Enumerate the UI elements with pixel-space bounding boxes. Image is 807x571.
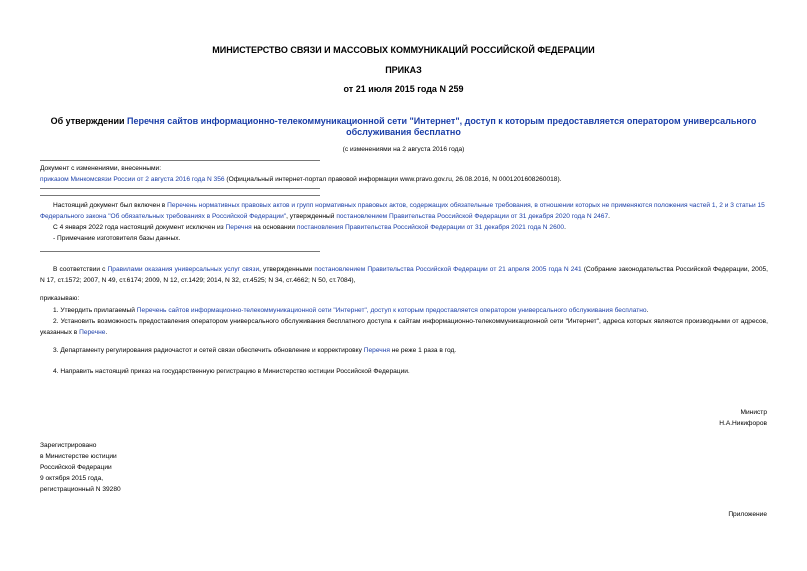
note-text: С 4 января 2022 года настоящий документ исключен из [53, 224, 226, 231]
note-text: , утвержденный [286, 213, 337, 220]
note-text: . [564, 224, 566, 231]
note-text: Настоящий документ был включен в [53, 202, 168, 209]
amendments-intro: Документ с изменениями, внесенными: [40, 165, 162, 172]
amendment-order-link[interactable]: приказом Минкомсвязи России от 2 августа 2016 года N 356 [40, 176, 225, 183]
preamble-paragraph [40, 264, 768, 286]
appendix-label: Приложение [728, 511, 767, 518]
order-item-2 [40, 316, 768, 338]
database-note [40, 200, 768, 244]
divider [40, 195, 320, 196]
doc-type-heading: ПРИКАЗ [385, 65, 422, 75]
amendments-source [40, 174, 770, 185]
resolution-2467-link[interactable]: постановлением Правительства Российской Федерации от 31 декабря 2020 года N 2467 [336, 213, 609, 220]
resolution-241-link[interactable]: постановлением Правительства Российской Федерации от 21 апреля 2005 года N 241 [314, 266, 582, 273]
body-text: . [646, 307, 649, 314]
registration-line: Зарегистрировано [40, 442, 97, 449]
title-link[interactable]: Перечня сайтов информационно-телекоммуникационной сети "Интернет", доступ к которым предоставляется оператором универсального обслуживания бесплатно [127, 116, 757, 137]
body-text: 3. Департаменту регулирования радиочастот и сетей связи обеспечить обновление и корректировку [53, 347, 364, 354]
amendments-publication: (Официальный интернет-портал правовой информации www.pravo.gov.ru, 26.08.2016, N 0001201608260018). [224, 176, 562, 183]
list-link[interactable]: Перечня [363, 347, 390, 354]
list-link[interactable]: Перечне [79, 329, 106, 336]
signer-position: Министр [740, 409, 767, 416]
note-text: на основании [251, 224, 297, 231]
divider [40, 160, 320, 161]
order-item-4: 4. Направить настоящий приказ на государственную регистрацию в Министерство юстиции Российской Федерации. [53, 368, 410, 375]
body-text: не реже 1 раза в год. [389, 347, 457, 354]
note-paragraph [40, 222, 768, 233]
registration-line: Российской Федерации [40, 464, 112, 471]
body-text: 1. Утвердить прилагаемый [53, 307, 137, 314]
body-text: В соответствии с [53, 266, 108, 273]
body-text: , утвержденными [259, 266, 315, 273]
universal-services-rules-link[interactable]: Правилами оказания универсальных услуг связи [107, 266, 260, 273]
title-prefix: Об утверждении [50, 116, 128, 126]
body-text: 2. Установить возможность предоставления оператором универсального обслуживания бесплатного доступа к сайтам информационно-телекоммуникационной сети "Интернет", адреса которых являются производными от адресов, указанных в [40, 318, 768, 336]
requirements-list-link[interactable]: Перечень нормативных правовых актов и групп нормативных правовых актов, содержащих обязательные требования, в отношении которых не применяются положения частей 1, 2 и 3 статьи 15 Федерального закона "Об обязательных требованиях в Российской Федерации" [40, 202, 765, 220]
order-item-1 [40, 305, 768, 316]
body-text: (Собрание законодательства Российской Федерации, 2005, N 17, ст.1572; 2007, N 49, ст.6174; 2009, N 12, ст.1429; 2014, N 32, ст.4525; N 34, ст.4662; N 50, ст.7084), [40, 266, 768, 284]
body-text: . [105, 329, 108, 336]
note-producer: - Примечание изготовителя базы данных. [53, 235, 181, 242]
note-paragraph [40, 200, 768, 222]
registration-line: 9 октября 2015 года, [40, 475, 104, 482]
ministry-heading: МИНИСТЕРСТВО СВЯЗИ И МАССОВЫХ КОММУНИКАЦИЙ РОССИЙСКОЙ ФЕДЕРАЦИИ [212, 45, 595, 55]
list-link[interactable]: Перечня [225, 224, 252, 231]
divider [40, 251, 320, 252]
registration-line: регистрационный N 39280 [40, 486, 121, 493]
changes-note: (с изменениями на 2 августа 2016 года) [342, 146, 465, 153]
signature-block [719, 407, 767, 429]
document-title [45, 116, 762, 138]
signer-name: Н.А.Никифоров [719, 420, 767, 427]
orders-word: приказываю: [40, 295, 80, 302]
registration-block [40, 440, 121, 495]
resolution-2600-link[interactable]: постановления Правительства Российской Федерации от 31 декабря 2021 года N 2600 [296, 224, 565, 231]
registration-line: в Министерстве юстиции [40, 453, 117, 460]
amendments-block [40, 163, 770, 185]
note-text: . [608, 213, 610, 220]
sites-list-link[interactable]: Перечень сайтов информационно-телекоммуникационной сети "Интернет", доступ к которым предоставляется оператором универсального обслуживания бесплатно [136, 307, 647, 314]
divider [40, 188, 320, 189]
date-number-heading: от 21 июля 2015 года N 259 [343, 84, 464, 94]
order-item-3 [40, 345, 768, 356]
